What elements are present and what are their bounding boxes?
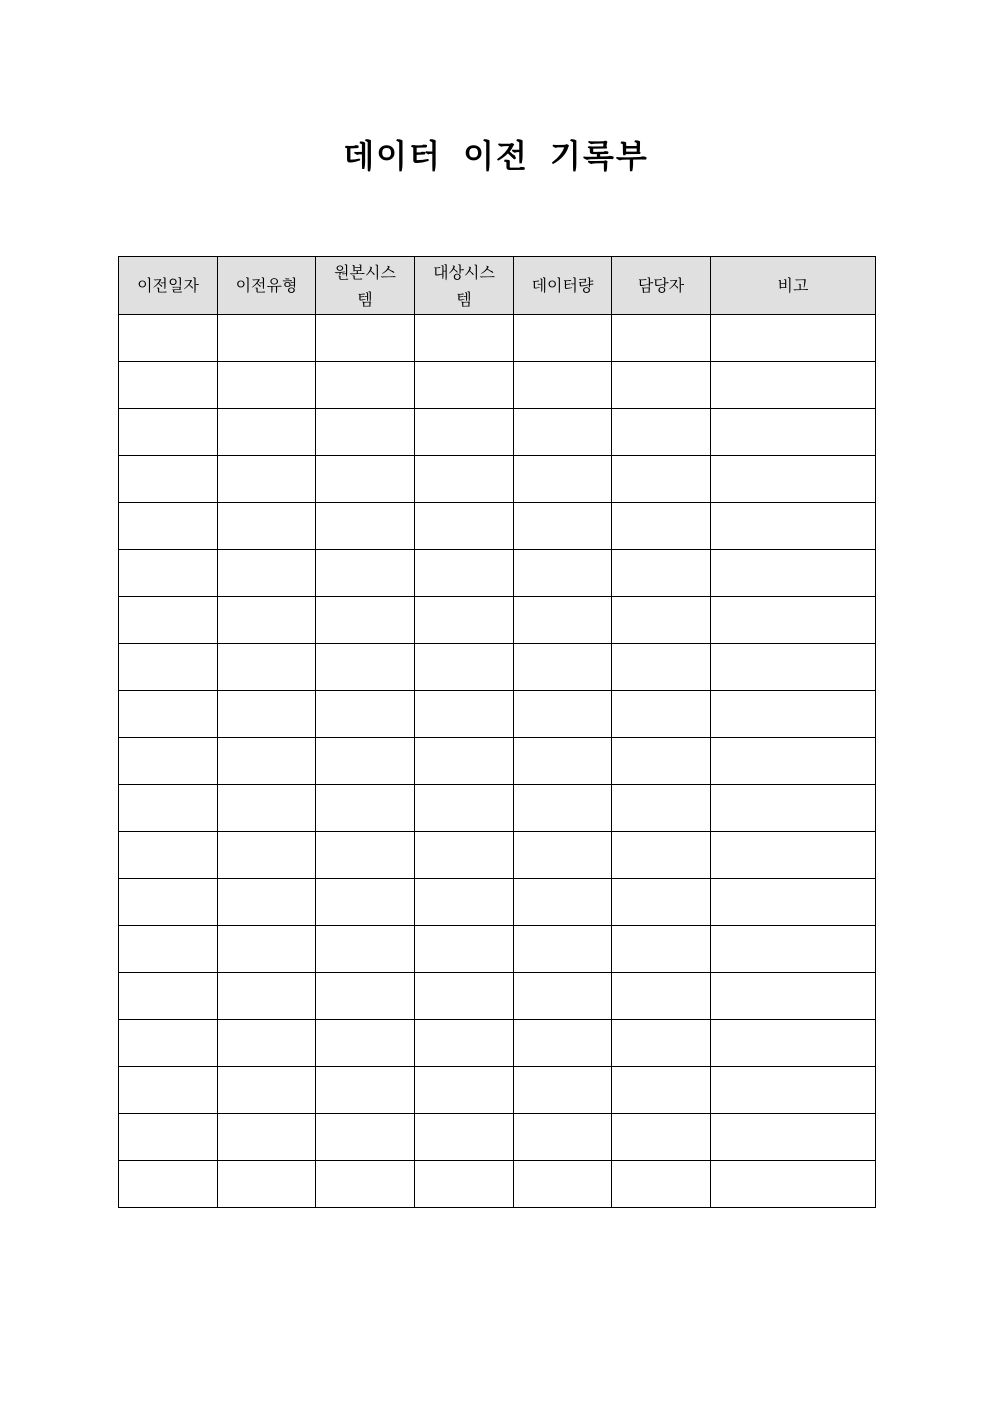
header-source-system-label: 원본시스템 <box>334 262 396 309</box>
cell-remarks[interactable] <box>711 738 876 785</box>
cell-remarks[interactable] <box>711 973 876 1020</box>
cell-migration-date[interactable] <box>119 315 218 362</box>
header-data-volume: 데이터량 <box>514 257 612 315</box>
cell-target-system[interactable] <box>415 597 514 644</box>
cell-remarks[interactable] <box>711 456 876 503</box>
cell-source-system[interactable] <box>316 785 415 832</box>
cell-migration-type[interactable] <box>218 832 316 879</box>
cell-remarks[interactable] <box>711 1020 876 1067</box>
cell-data-volume[interactable] <box>514 644 612 691</box>
cell-remarks[interactable] <box>711 1114 876 1161</box>
cell-source-system[interactable] <box>316 409 415 456</box>
cell-remarks[interactable] <box>711 1067 876 1114</box>
cell-source-system[interactable] <box>316 456 415 503</box>
migration-record-table <box>118 256 876 1208</box>
cell-data-volume[interactable] <box>514 1161 612 1208</box>
table-row <box>119 644 876 691</box>
record-body <box>119 315 876 1208</box>
cell-person-in-charge[interactable] <box>612 1067 711 1114</box>
cell-data-volume[interactable] <box>514 409 612 456</box>
cell-person-in-charge[interactable] <box>612 1020 711 1067</box>
cell-person-in-charge[interactable] <box>612 597 711 644</box>
cell-source-system[interactable] <box>316 315 415 362</box>
cell-data-volume[interactable] <box>514 503 612 550</box>
cell-remarks[interactable] <box>711 409 876 456</box>
cell-migration-type[interactable] <box>218 503 316 550</box>
cell-migration-type[interactable] <box>218 644 316 691</box>
cell-migration-date[interactable] <box>119 550 218 597</box>
cell-migration-date[interactable] <box>119 879 218 926</box>
cell-migration-date[interactable] <box>119 691 218 738</box>
cell-migration-type[interactable] <box>218 362 316 409</box>
table-row <box>119 1067 876 1114</box>
cell-data-volume[interactable] <box>514 691 612 738</box>
cell-target-system[interactable] <box>415 315 514 362</box>
header-remarks: 비고 <box>711 257 876 315</box>
cell-migration-type[interactable] <box>218 973 316 1020</box>
cell-person-in-charge[interactable] <box>612 691 711 738</box>
cell-person-in-charge[interactable] <box>612 456 711 503</box>
cell-migration-date[interactable] <box>119 738 218 785</box>
header-row <box>119 257 876 315</box>
cell-data-volume[interactable] <box>514 1020 612 1067</box>
cell-person-in-charge[interactable] <box>612 973 711 1020</box>
table-row <box>119 550 876 597</box>
table-row <box>119 973 876 1020</box>
cell-data-volume[interactable] <box>514 1067 612 1114</box>
header-person-in-charge: 담당자 <box>612 257 711 315</box>
cell-data-volume[interactable] <box>514 362 612 409</box>
cell-source-system[interactable] <box>316 550 415 597</box>
cell-migration-type[interactable] <box>218 456 316 503</box>
cell-migration-type[interactable] <box>218 1020 316 1067</box>
cell-data-volume[interactable] <box>514 738 612 785</box>
cell-person-in-charge[interactable] <box>612 550 711 597</box>
cell-migration-date[interactable] <box>119 1114 218 1161</box>
cell-source-system[interactable] <box>316 1161 415 1208</box>
cell-target-system[interactable] <box>415 926 514 973</box>
cell-migration-date[interactable] <box>119 362 218 409</box>
header-migration-type: 이전유형 <box>218 257 316 315</box>
cell-target-system[interactable] <box>415 973 514 1020</box>
cell-source-system[interactable] <box>316 1067 415 1114</box>
table-row <box>119 597 876 644</box>
cell-migration-date[interactable] <box>119 1020 218 1067</box>
table-row <box>119 879 876 926</box>
cell-migration-type[interactable] <box>218 315 316 362</box>
cell-person-in-charge[interactable] <box>612 1114 711 1161</box>
cell-data-volume[interactable] <box>514 926 612 973</box>
cell-person-in-charge[interactable] <box>612 362 711 409</box>
cell-migration-date[interactable] <box>119 1161 218 1208</box>
cell-target-system[interactable] <box>415 785 514 832</box>
cell-person-in-charge[interactable] <box>612 315 711 362</box>
cell-data-volume[interactable] <box>514 832 612 879</box>
cell-data-volume[interactable] <box>514 973 612 1020</box>
cell-remarks[interactable] <box>711 315 876 362</box>
cell-source-system[interactable] <box>316 973 415 1020</box>
cell-target-system[interactable] <box>415 503 514 550</box>
cell-source-system[interactable] <box>316 644 415 691</box>
cell-migration-date[interactable] <box>119 644 218 691</box>
cell-person-in-charge[interactable] <box>612 926 711 973</box>
cell-person-in-charge[interactable] <box>612 785 711 832</box>
cell-target-system[interactable] <box>415 1020 514 1067</box>
cell-remarks[interactable] <box>711 832 876 879</box>
cell-data-volume[interactable] <box>514 597 612 644</box>
cell-source-system[interactable] <box>316 832 415 879</box>
cell-remarks[interactable] <box>711 550 876 597</box>
cell-migration-type[interactable] <box>218 879 316 926</box>
cell-remarks[interactable] <box>711 879 876 926</box>
cell-migration-date[interactable] <box>119 832 218 879</box>
cell-remarks[interactable] <box>711 644 876 691</box>
table-row <box>119 1161 876 1208</box>
cell-source-system[interactable] <box>316 879 415 926</box>
cell-target-system[interactable] <box>415 1114 514 1161</box>
cell-source-system[interactable] <box>316 1020 415 1067</box>
cell-person-in-charge[interactable] <box>612 409 711 456</box>
cell-remarks[interactable] <box>711 926 876 973</box>
cell-migration-type[interactable] <box>218 926 316 973</box>
cell-target-system[interactable] <box>415 691 514 738</box>
cell-target-system[interactable] <box>415 644 514 691</box>
cell-target-system[interactable] <box>415 738 514 785</box>
cell-migration-type[interactable] <box>218 738 316 785</box>
cell-target-system[interactable] <box>415 550 514 597</box>
cell-migration-date[interactable] <box>119 973 218 1020</box>
cell-data-volume[interactable] <box>514 550 612 597</box>
cell-person-in-charge[interactable] <box>612 503 711 550</box>
cell-target-system[interactable] <box>415 832 514 879</box>
cell-remarks[interactable] <box>711 362 876 409</box>
table-row <box>119 832 876 879</box>
cell-source-system[interactable] <box>316 926 415 973</box>
cell-source-system[interactable] <box>316 738 415 785</box>
cell-source-system[interactable] <box>316 362 415 409</box>
table-row <box>119 362 876 409</box>
table-row <box>119 503 876 550</box>
cell-migration-date[interactable] <box>119 456 218 503</box>
table-row <box>119 409 876 456</box>
cell-remarks[interactable] <box>711 691 876 738</box>
cell-data-volume[interactable] <box>514 785 612 832</box>
cell-data-volume[interactable] <box>514 879 612 926</box>
cell-remarks[interactable] <box>711 503 876 550</box>
table-row <box>119 456 876 503</box>
cell-migration-type[interactable] <box>218 691 316 738</box>
table-row <box>119 691 876 738</box>
header-source-system <box>316 257 415 315</box>
cell-migration-date[interactable] <box>119 926 218 973</box>
cell-migration-date[interactable] <box>119 597 218 644</box>
cell-migration-date[interactable] <box>119 1067 218 1114</box>
table-row <box>119 1114 876 1161</box>
cell-source-system[interactable] <box>316 691 415 738</box>
table-row <box>119 315 876 362</box>
cell-migration-date[interactable] <box>119 409 218 456</box>
cell-migration-type[interactable] <box>218 785 316 832</box>
cell-target-system[interactable] <box>415 409 514 456</box>
cell-data-volume[interactable] <box>514 315 612 362</box>
cell-migration-type[interactable] <box>218 1114 316 1161</box>
cell-person-in-charge[interactable] <box>612 738 711 785</box>
page-title: 데이터 이전 기록부 <box>343 137 649 175</box>
header-migration-date: 이전일자 <box>119 257 218 315</box>
cell-target-system[interactable] <box>415 879 514 926</box>
cell-migration-type[interactable] <box>218 1067 316 1114</box>
cell-person-in-charge[interactable] <box>612 832 711 879</box>
cell-target-system[interactable] <box>415 1161 514 1208</box>
cell-person-in-charge[interactable] <box>612 879 711 926</box>
table-row <box>119 738 876 785</box>
cell-target-system[interactable] <box>415 362 514 409</box>
cell-data-volume[interactable] <box>514 456 612 503</box>
cell-target-system[interactable] <box>415 1067 514 1114</box>
cell-migration-date[interactable] <box>119 503 218 550</box>
cell-target-system[interactable] <box>415 456 514 503</box>
cell-remarks[interactable] <box>711 597 876 644</box>
header-target-system-label: 대상시스템 <box>433 262 495 309</box>
cell-migration-date[interactable] <box>119 785 218 832</box>
cell-migration-type[interactable] <box>218 409 316 456</box>
table-row <box>119 785 876 832</box>
cell-migration-type[interactable] <box>218 597 316 644</box>
table-row <box>119 1020 876 1067</box>
cell-person-in-charge[interactable] <box>612 644 711 691</box>
cell-person-in-charge[interactable] <box>612 1161 711 1208</box>
table-row <box>119 926 876 973</box>
cell-source-system[interactable] <box>316 1114 415 1161</box>
cell-source-system[interactable] <box>316 503 415 550</box>
cell-migration-type[interactable] <box>218 1161 316 1208</box>
cell-migration-type[interactable] <box>218 550 316 597</box>
cell-data-volume[interactable] <box>514 1114 612 1161</box>
header-target-system <box>415 257 514 315</box>
cell-source-system[interactable] <box>316 597 415 644</box>
cell-remarks[interactable] <box>711 785 876 832</box>
cell-remarks[interactable] <box>711 1161 876 1208</box>
